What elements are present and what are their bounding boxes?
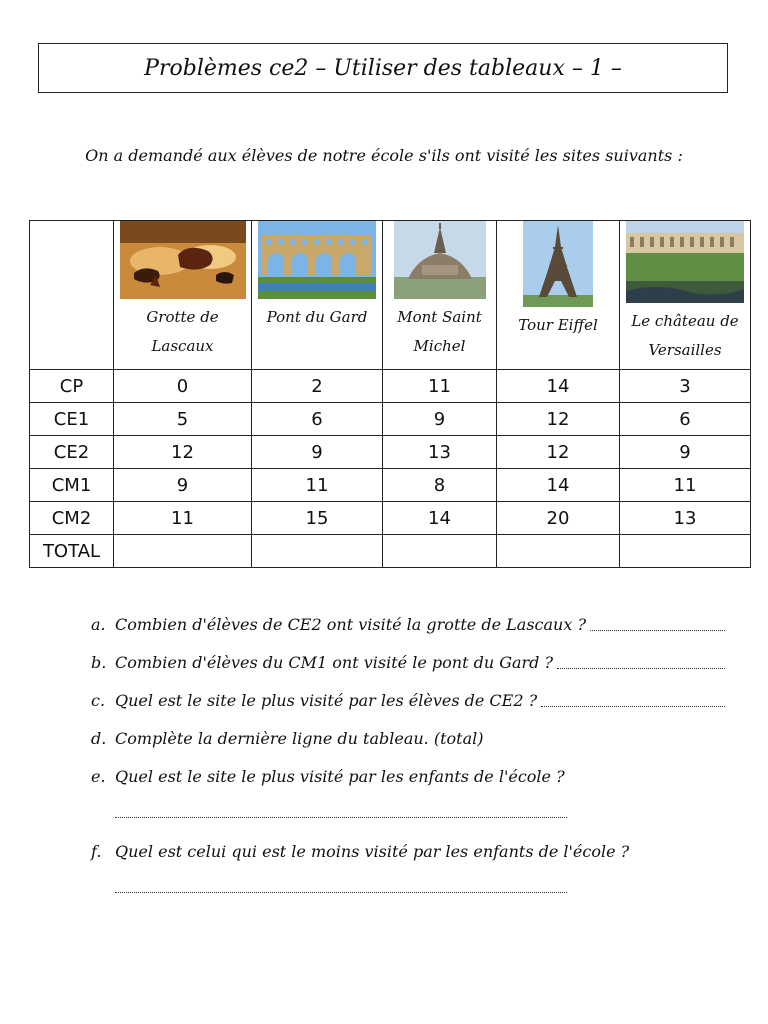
visits-table [29,220,751,568]
mont-saint-michel-image [394,221,486,299]
site-name-versailles: Le château de Versailles [631,312,739,359]
question-b [91,643,731,681]
title-text: Problèmes ce2 – Utiliser des tableaux – 1 – [144,55,622,81]
table-cell: 9 [620,436,751,469]
total-cell[interactable] [383,535,497,568]
question-d [91,719,731,757]
intro-text: On a demandé aux élèves de notre école s'ils ont visité les sites suivants : [85,146,683,165]
versailles-palace-image [626,221,744,303]
table-cell: 11 [252,469,383,502]
answer-line[interactable] [115,795,567,818]
table-row [30,469,751,502]
question-text: Quel est le site le plus visité par les élèves de CE2 ? [115,690,538,710]
table-cell: 0 [114,370,252,403]
question-letter: a. [91,614,106,634]
question-letter: d. [91,728,107,748]
table-row [30,403,751,436]
question-text: Complète la dernière ligne du tableau. (total) [115,728,484,748]
question-a [91,605,731,643]
question-letter: e. [91,766,106,786]
row-label: CM1 [30,469,114,502]
site-name-pont-du-gard: Pont du Gard [266,308,368,326]
question-f [91,832,731,870]
question-text: Combien d'élèves du CM1 ont visité le pont du Gard ? [115,652,554,672]
answer-line[interactable] [541,694,725,707]
question-letter: f. [91,841,102,861]
table-cell: 13 [620,502,751,535]
row-label: CP [30,370,114,403]
corner-cell [30,221,114,370]
table-cell: 6 [252,403,383,436]
table-cell: 8 [383,469,497,502]
table-cell: 3 [620,370,751,403]
total-row [30,535,751,568]
table-cell: 14 [383,502,497,535]
answer-line[interactable] [590,618,725,631]
table-row [30,502,751,535]
row-label: CM2 [30,502,114,535]
table-header-row [30,221,751,370]
table-cell: 12 [497,436,620,469]
row-label: CE1 [30,403,114,436]
site-name-mont-saint-michel: Mont Saint Michel [397,308,482,355]
question-text: Combien d'élèves de CE2 ont visité la grotte de Lascaux ? [115,614,587,634]
table-cell: 11 [383,370,497,403]
site-header-mont-saint-michel [383,221,497,370]
table-cell: 12 [114,436,252,469]
question-text: Quel est celui qui est le moins visité par les enfants de l'école ? [115,841,630,861]
question-letter: b. [91,652,107,672]
question-c [91,681,731,719]
lascaux-cave-painting-image [120,221,246,299]
total-cell[interactable] [620,535,751,568]
row-label: TOTAL [30,535,114,568]
table-row [30,436,751,469]
table-row [30,370,751,403]
site-header-tour-eiffel [497,221,620,370]
site-name-tour-eiffel: Tour Eiffel [518,316,598,334]
table-cell: 12 [497,403,620,436]
total-cell[interactable] [252,535,383,568]
table-cell: 11 [114,502,252,535]
table-cell: 9 [252,436,383,469]
table-cell: 20 [497,502,620,535]
table-cell: 11 [620,469,751,502]
pont-du-gard-aqueduct-image [258,221,376,299]
total-cell[interactable] [497,535,620,568]
question-text: Quel est le site le plus visité par les enfants de l'école ? [115,766,565,786]
site-header-pont-du-gard [252,221,383,370]
table-cell: 5 [114,403,252,436]
table-cell: 14 [497,370,620,403]
question-letter: c. [91,690,106,710]
table-cell: 14 [497,469,620,502]
site-header-versailles [620,221,751,370]
row-label: CE2 [30,436,114,469]
site-header-lascaux [114,221,252,370]
table-cell: 9 [383,403,497,436]
eiffel-tower-image [523,221,593,307]
table-cell: 15 [252,502,383,535]
table-cell: 9 [114,469,252,502]
answer-line[interactable] [557,656,725,669]
questions-list [91,605,731,907]
site-name-lascaux: Grotte de Lascaux [146,308,219,355]
table-cell: 6 [620,403,751,436]
worksheet-title [38,43,728,93]
answer-line[interactable] [115,870,567,893]
total-cell[interactable] [114,535,252,568]
table-cell: 2 [252,370,383,403]
question-e [91,757,731,795]
table-cell: 13 [383,436,497,469]
